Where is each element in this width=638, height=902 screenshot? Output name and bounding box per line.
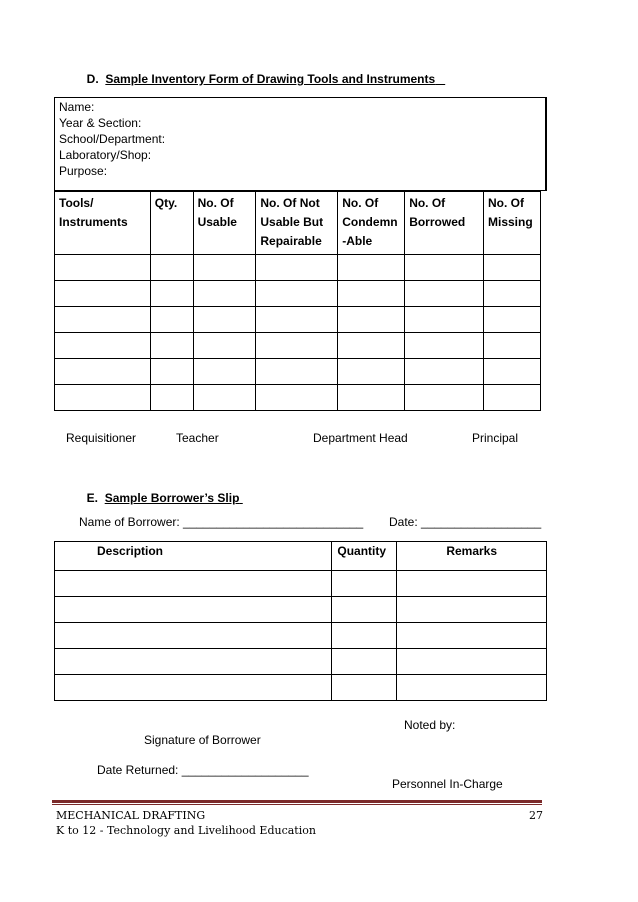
- header-quantity: Quantity: [332, 542, 397, 571]
- section-d-heading: [80, 58, 445, 86]
- info-field-school-department: School/Department:: [59, 132, 166, 146]
- footer-page-number: 27: [529, 809, 543, 822]
- table-row: [55, 385, 541, 411]
- borrower-date-field: Date: __________________: [389, 515, 542, 529]
- header-usable: No. Of Usable: [193, 192, 256, 255]
- signature-of-borrower-label: Signature of Borrower: [144, 733, 261, 747]
- section-d-letter: D.: [86, 72, 99, 86]
- table-row: [55, 649, 547, 675]
- slip-header-row: [55, 542, 547, 571]
- table-row: [55, 333, 541, 359]
- table-row: [55, 623, 547, 649]
- borrower-name-field: Name of Borrower: ___________________________: [79, 515, 364, 529]
- table-row: [55, 255, 541, 281]
- table-row: [55, 597, 547, 623]
- section-e-title: Sample Borrower’s Slip: [104, 491, 240, 505]
- section-d-title: Sample Inventory Form of Drawing Tools and Instruments: [105, 72, 436, 86]
- date-returned-field: Date Returned: ___________________: [97, 763, 309, 777]
- signatory-principal: Principal: [472, 431, 519, 445]
- info-field-year-section: Year & Section:: [59, 116, 142, 130]
- table-row: [55, 571, 547, 597]
- header-not-usable-repairable: No. Of Not Usable But Repairable: [256, 192, 338, 255]
- footer-title: MECHANICAL DRAFTING: [56, 809, 206, 822]
- info-field-laboratory-shop: Laboratory/Shop:: [59, 148, 152, 162]
- borrower-slip-table: [54, 541, 547, 701]
- footer-subtitle: K to 12 - Technology and Livelihood Education: [56, 824, 316, 837]
- inventory-table: [54, 191, 541, 411]
- table-row: [55, 281, 541, 307]
- signatory-teacher: Teacher: [176, 431, 219, 445]
- section-e-letter: E.: [86, 491, 99, 505]
- personnel-in-charge-label: Personnel In-Charge: [392, 777, 503, 791]
- header-tools-instruments: Tools/ Instruments: [55, 192, 151, 255]
- section-d-title-tail: [435, 72, 445, 86]
- table-row: [55, 307, 541, 333]
- signatory-department-head: Department Head: [313, 431, 408, 445]
- section-e-title-tail: [239, 491, 242, 505]
- inventory-info-box: [54, 97, 547, 191]
- inventory-header-row: [55, 192, 541, 255]
- footer-rule-thick: [52, 800, 542, 803]
- info-field-name: Name:: [59, 100, 95, 114]
- header-borrowed: No. Of Borrowed: [405, 192, 484, 255]
- header-condemnable: No. Of Condemn -Able: [338, 192, 405, 255]
- header-description: Description: [55, 542, 332, 571]
- header-remarks: Remarks: [397, 542, 547, 571]
- info-field-purpose: Purpose:: [59, 164, 108, 178]
- table-row: [55, 675, 547, 701]
- footer-rule-thin: [52, 804, 542, 805]
- noted-by-label: Noted by:: [404, 718, 456, 732]
- header-qty: Qty.: [150, 192, 193, 255]
- section-e-heading: [80, 477, 243, 505]
- table-row: [55, 359, 541, 385]
- header-missing: No. Of Missing: [484, 192, 541, 255]
- signatory-requisitioner: Requisitioner: [66, 431, 137, 445]
